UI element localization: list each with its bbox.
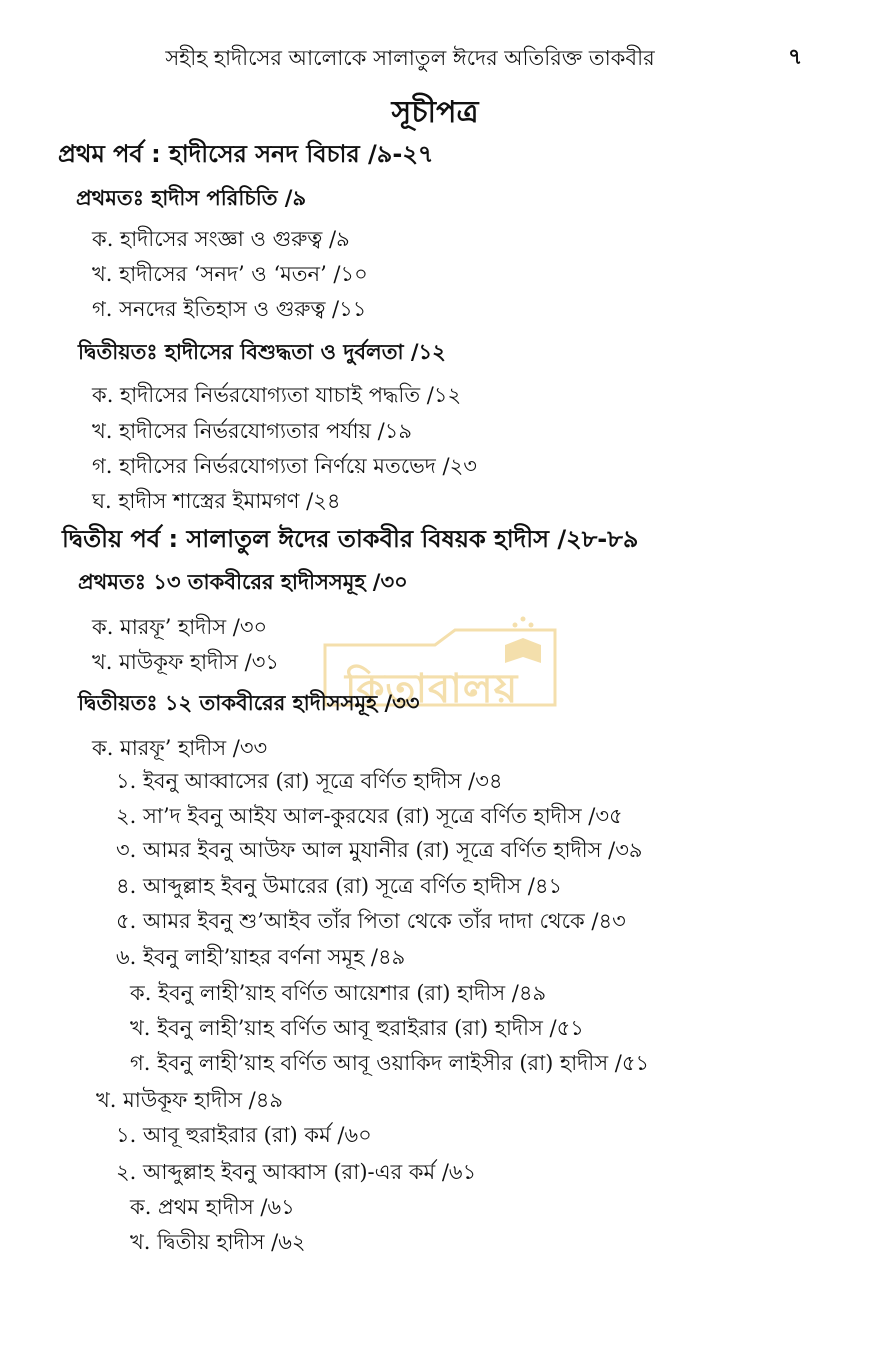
toc-subsubitem: খ. দ্বিতীয় হাদীস /৬২ <box>130 1230 306 1254</box>
toc-item: গ. হাদীসের নির্ভরযোগ্যতা নির্ণয়ে মতভেদ /২৩ <box>92 454 477 478</box>
toc-item: খ. মাউকূফ হাদীস /৩১ <box>92 650 280 674</box>
toc-section: প্রথমতঃ ১৩ তাকবীরের হাদীসসমূহ /৩০ <box>78 570 408 594</box>
toc-subsubitem: ক. প্রথম হাদীস /৬১ <box>130 1195 295 1219</box>
toc-item: খ. হাদীসের নির্ভরযোগ্যতার পর্যায় /১৯ <box>92 419 412 443</box>
toc-subitem: ১. ইবনু আব্বাসের (রা) সূত্রে বর্ণিত হাদীস /৩৪ <box>116 769 503 793</box>
toc-part-2: দ্বিতীয় পর্ব : সালাতুল ঈদের তাকবীর বিষয়ক হাদীস /২৮-৮৯ <box>62 525 639 553</box>
toc-section: প্রথমতঃ হাদীস পরিচিতি /৯ <box>76 186 307 210</box>
toc-subitem: ৫. আমর ইবনু শু’আইব তাঁর পিতা থেকে তাঁর দাদা থেকে /৪৩ <box>116 909 626 933</box>
toc-subitem: ২. আব্দুল্লাহ ইবনু আব্বাস (রা)-এর কর্ম /৬১ <box>116 1160 477 1184</box>
toc-subitem: ১. আবূ হুরাইরার (রা) কর্ম /৬০ <box>116 1123 372 1147</box>
toc-item: খ. হাদীসের ‘সনদ’ ও ‘মতন’ /১০ <box>92 262 368 286</box>
toc-subitem: ৬. ইবনু লাহী’য়াহর বর্ণনা সমূহ /৪৯ <box>116 945 406 969</box>
page-number: ৭ <box>788 45 803 70</box>
toc-subsubitem: খ. ইবনু লাহী’য়াহ বর্ণিত আবূ হুরাইরার (রা) হাদীস /৫১ <box>130 1016 584 1040</box>
running-title: সহীহ হাদীসের আলোকে সালাতুল ঈদের অতিরিক্ত তাকবীর <box>165 46 655 70</box>
toc-item: ক. হাদীসের নির্ভরযোগ্যতা যাচাই পদ্ধতি /১২ <box>92 383 462 407</box>
toc-part-1: প্রথম পর্ব : হাদীসের সনদ বিচার /৯-২৭ <box>58 140 434 168</box>
toc-item: ক. মারফূ’ হাদীস /৩০ <box>92 615 268 639</box>
toc-subsubitem: ক. ইবনু লাহী’য়াহ বর্ণিত আয়েশার (রা) হাদীস /৪৯ <box>130 981 547 1005</box>
toc-item: ঘ. হাদীস শাস্ত্রের ইমামগণ /২৪ <box>92 489 341 513</box>
toc-subsubitem: গ. ইবনু লাহী’য়াহ বর্ণিত আবূ ওয়াকিদ লাইসীর (রা) হাদীস /৫১ <box>130 1051 650 1075</box>
toc-section: দ্বিতীয়তঃ ১২ তাকবীরের হাদীসসমূহ /৩৩ <box>78 691 420 715</box>
toc-item: খ. মাউকূফ হাদীস /৪৯ <box>96 1088 284 1112</box>
toc-item: গ. সনদের ইতিহাস ও গুরুত্ব /১১ <box>92 297 367 321</box>
toc-subitem: ৩. আমর ইবনু আউফ আল মুযানীর (রা) সূত্রে বর্ণিত হাদীস /৩৯ <box>116 838 643 862</box>
toc-title: সূচীপত্র <box>391 95 479 130</box>
toc-item: ক. মারফূ’ হাদীস /৩৩ <box>92 736 268 760</box>
toc-section: দ্বিতীয়তঃ হাদীসের বিশুদ্ধতা ও দুর্বলতা /১২ <box>78 340 446 364</box>
watermark-text: কিতাবালয় <box>345 666 519 712</box>
toc-subitem: ২. সা’দ ইবনু আইয আল-কুরযের (রা) সূত্রে বর্ণিত হাদীস /৩৫ <box>116 804 623 828</box>
toc-subitem: ৪. আব্দুল্লাহ ইবনু উমারের (রা) সূত্রে বর্ণিত হাদীস /৪১ <box>116 874 563 898</box>
toc-item: ক. হাদীসের সংজ্ঞা ও গুরুত্ব /৯ <box>92 227 350 251</box>
